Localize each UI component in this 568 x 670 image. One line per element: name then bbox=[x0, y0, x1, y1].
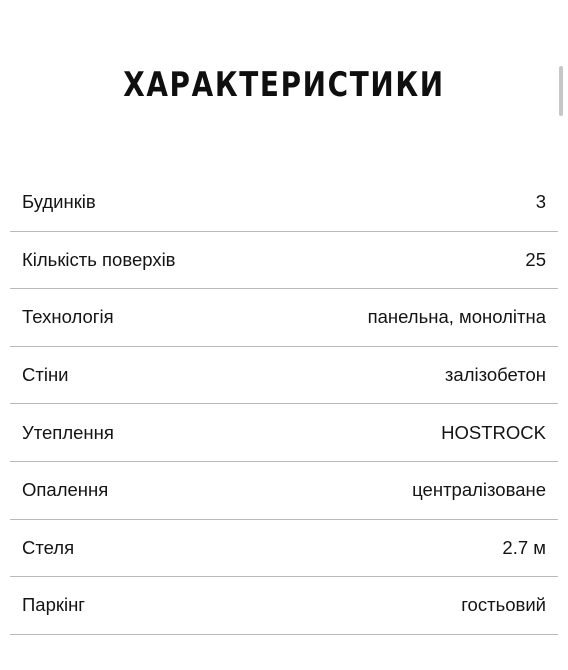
spec-row-parking bbox=[10, 577, 558, 635]
spec-row-insulation bbox=[10, 404, 558, 462]
spec-label: Утеплення bbox=[22, 421, 114, 443]
spec-row-heating bbox=[10, 462, 558, 520]
spec-value: панельна, монолітна bbox=[367, 306, 546, 328]
spec-label: Стеля bbox=[22, 536, 75, 558]
spec-value: залізобетон bbox=[444, 364, 546, 386]
scrollbar-thumb[interactable] bbox=[559, 66, 563, 116]
spec-label: Паркінг bbox=[22, 594, 86, 616]
spec-value: HOSTROCK bbox=[441, 421, 546, 443]
spec-row-buildings bbox=[10, 174, 558, 232]
spec-label: Будинків bbox=[22, 191, 96, 213]
spec-label: Технологія bbox=[22, 306, 114, 328]
spec-value: 25 bbox=[525, 248, 546, 270]
spec-row-technology bbox=[10, 289, 558, 347]
spec-value: централізоване bbox=[412, 479, 546, 501]
spec-label: Кількість поверхів bbox=[22, 248, 176, 270]
spec-row-floors bbox=[10, 232, 558, 290]
spec-value: гостьовий bbox=[461, 594, 546, 616]
page-title: ХАРАКТЕРИСТИКИ bbox=[123, 65, 445, 105]
spec-value: 2.7 м bbox=[502, 536, 546, 558]
spec-row-walls bbox=[10, 347, 558, 405]
spec-label: Опалення bbox=[22, 479, 109, 501]
spec-label: Стіни bbox=[22, 364, 69, 386]
spec-row-ceiling bbox=[10, 520, 558, 578]
spec-list bbox=[10, 174, 558, 635]
spec-value: 3 bbox=[535, 191, 546, 213]
